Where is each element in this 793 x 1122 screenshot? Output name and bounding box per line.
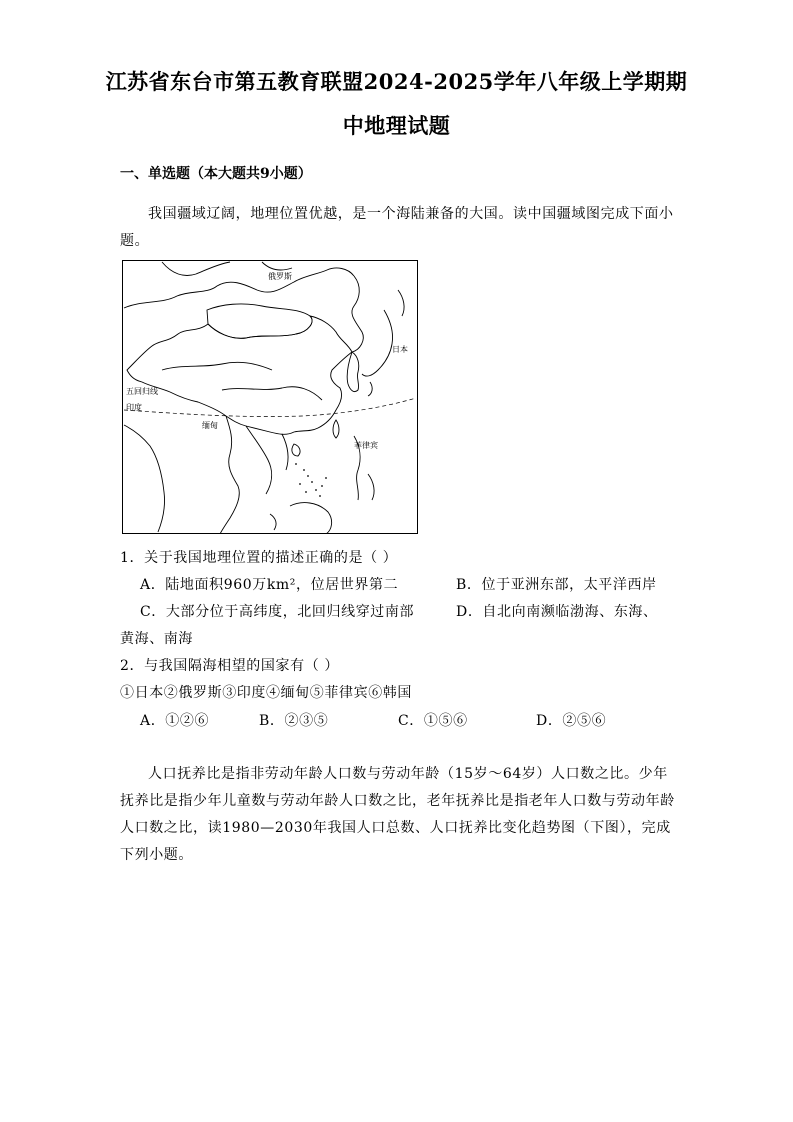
map-label-philippines: 菲律宾 (354, 441, 378, 450)
q1-option-b: B．位于亚洲东部，太平洋西岸 (456, 577, 657, 593)
section-heading: 一、单选题（本大题共9小题） (120, 166, 312, 182)
map-label-tropic: 五回归线 (126, 387, 158, 396)
map-label-india: 印度 (126, 403, 142, 412)
china-territory-map (122, 260, 418, 534)
map-label-myanmar: 缅甸 (202, 421, 218, 430)
q1-option-c: C．大部分位于高纬度，北回归线穿过南部 (140, 604, 415, 620)
q2-option-a: A．①②⑥ (140, 713, 210, 729)
map-label-japan: 日本 (392, 345, 408, 354)
intro-paragraph-1: 我国疆域辽阔，地理位置优越，是一个海陆兼备的大国。读中国疆域图完成下面小题。 (120, 206, 674, 249)
q2-option-d: D．②⑤⑥ (536, 713, 607, 729)
q2-option-c: C．①⑤⑥ (398, 713, 468, 729)
q2-option-b: B．②③⑤ (259, 713, 329, 729)
exam-title-line1: 江苏省东台市第五教育联盟2024-2025学年八年级上学期期 (105, 69, 688, 94)
exam-title-line2: 中地理试题 (342, 113, 451, 138)
q2-choice-list: ①日本②俄罗斯③印度④缅甸⑤菲律宾⑥韩国 (120, 685, 412, 701)
intro-paragraph-2: 人口抚养比是指非劳动年龄人口数与劳动年龄（15岁～64岁）人口数之比。少年抚养比是指少年儿童数与劳动年龄人口数之比，老年抚养比是指老年人口数与劳动年龄人口数之比，读1980—2030年我国人口总数、人口抚养比变化趋势图（下图），完成下列小题。 (120, 766, 675, 863)
q1-option-d: D．自北向南濒临渤海、东海、 (456, 604, 658, 620)
q1-option-a: A．陆地面积960万km²，位居世界第二 (140, 577, 399, 593)
question-1-stem: 1．关于我国地理位置的描述正确的是（ ） (120, 550, 398, 566)
q1-option-d-continued: 黄海、南海 (120, 631, 193, 647)
map-label-russia: 俄罗斯 (268, 272, 292, 281)
question-2-stem: 2．与我国隔海相望的国家有（ ） (120, 658, 339, 674)
